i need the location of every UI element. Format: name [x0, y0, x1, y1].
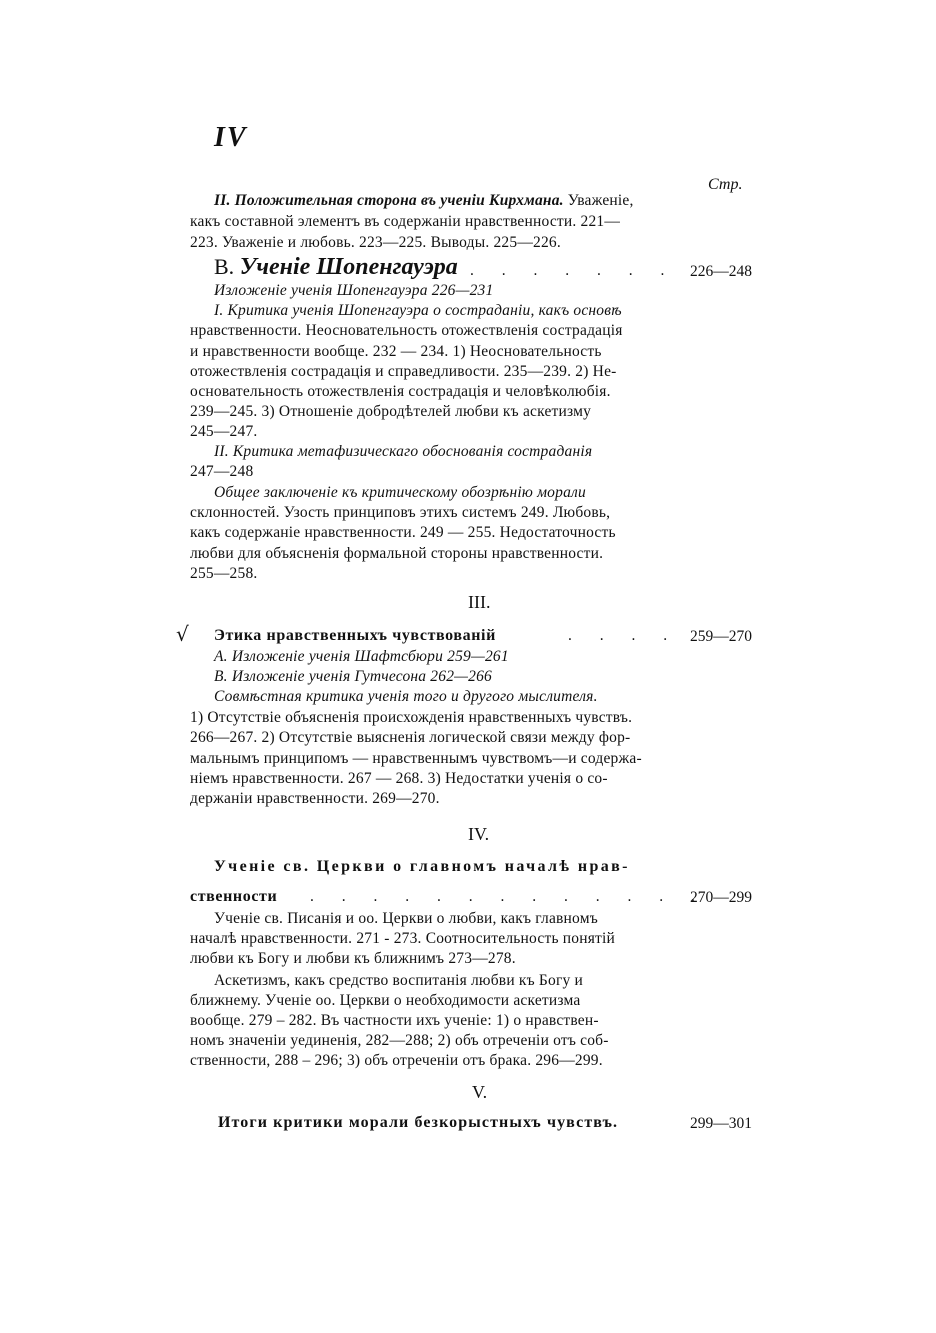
section-4-numeral: IV.: [468, 824, 490, 844]
schopenhauer-ii-line-1: II. Критика метафизическаго обоснованія состраданія: [214, 443, 593, 460]
section-4-dots: . . . . . . . . . . . . .: [310, 888, 707, 905]
schopenhauer-title: Ученіе Шопенгауэра: [239, 254, 458, 280]
section-3-critique-line-1: Совмѣстная критика ученія того и другого мыслителя.: [214, 688, 598, 705]
section-3-numeral: III.: [468, 592, 491, 612]
section-3-critique-line-2: 1) Отсутствіе объясненія происхожденія нравственныхъ чувствъ.: [190, 709, 633, 726]
conclusion-line-1: Общее заключеніе къ критическому обозрѣнію морали: [214, 484, 586, 501]
schopenhauer-crit-line-6: 239—245. 3) Отношеніе добродѣтелей любви къ аскетизму: [190, 403, 592, 420]
section-3-dots: . . . .: [568, 627, 680, 644]
section-3-a-line: А. Изложеніе ученія Шафтсбюри 259—261: [214, 648, 509, 665]
kirchmann-heading: II. Положительная сторона въ ученіи Кирхмана.: [214, 192, 564, 209]
schopenhauer-heading: [214, 254, 458, 281]
conclusion-line-2: склонностей. Узость принциповъ этихъ системъ 249. Любовь,: [190, 504, 611, 521]
schopenhauer-crit-line-5: основательность отожествленія сострадація и человѣколюбія.: [190, 383, 611, 400]
schopenhauer-crit-line-3: и нравственности вообще. 232 — 234. 1) Неосновательность: [190, 343, 602, 360]
schopenhauer-crit-line-4: отожествленія сострадація и справедливости. 235—239. 2) Не-: [190, 363, 617, 380]
section-4-title-line-2: ственности: [190, 888, 278, 905]
section-5-title: Итоги критики морали безкорыстныхъ чувствъ.: [218, 1114, 619, 1131]
schopenhauer-exposition: Изложеніе ученія Шопенгауэра 226—231: [214, 282, 494, 299]
schopenhauer-ii-line-2: 247—248: [190, 463, 254, 480]
section-4-para2-line-5: ственности, 288 – 296; 3) объ отреченіи отъ брака. 296—299.: [190, 1052, 603, 1069]
kirchmann-line-2: какъ составной элементъ въ содержаніи нравственности. 221—: [190, 213, 621, 230]
section-3-critique-line-4: мальнымъ принципомъ — нравственнымъ чувствомъ—и содержа-: [190, 750, 642, 767]
section-4-para1-line-2: началѣ нравственности. 271 - 273. Соотносительность понятій: [190, 930, 616, 947]
section-3-critique-line-6: держаніи нравственности. 269—270.: [190, 790, 440, 807]
checkmark-icon: √: [176, 622, 189, 646]
section-3-pages: 259—270: [690, 628, 752, 645]
conclusion-line-3: какъ содержаніе нравственности. 249 — 255. Недостаточность: [190, 524, 616, 541]
section-4-para1-line-3: любви къ Богу и любви къ ближнимъ 273—278.: [190, 950, 516, 967]
section-4-pages: 270—299: [690, 889, 752, 906]
kirchmann-line-1-rest: Уваженіе,: [563, 192, 634, 209]
conclusion-line-4: любви для объясненія формальной стороны нравственности.: [190, 545, 604, 562]
schopenhauer-crit-line-1: I. Критика ученія Шопенгауэра о состраданіи, какъ основѣ: [214, 302, 622, 319]
page-roman-number: IV: [214, 122, 248, 153]
section-4-title-line-1: Ученіе св. Церкви о главномъ началѣ нрав-: [214, 858, 630, 875]
section-4-para1-line-1: Ученіе св. Писанія и оо. Церкви о любви, какъ главномъ: [214, 910, 598, 927]
schopenhauer-dots: . . . . . . .: [470, 262, 677, 279]
conclusion-line-5: 255—258.: [190, 565, 258, 582]
schopenhauer-crit-line-7: 245—247.: [190, 423, 258, 440]
section-4-para2-line-2: ближнему. Ученіе оо. Церкви о необходимости аскетизма: [190, 992, 581, 1009]
section-4-para2-line-4: номъ значеніи уединенія, 282—288; 2) объ отреченіи отъ соб-: [190, 1032, 609, 1049]
section-3-title: Этика нравственныхъ чувствованій: [214, 627, 496, 644]
section-5-pages: 299—301: [690, 1115, 752, 1132]
kirchmann-line-3: 223. Уваженіе и любовь. 223—225. Выводы. 225—226.: [190, 234, 561, 251]
section-5-numeral: V.: [472, 1082, 488, 1102]
kirchmann-line-1: [214, 192, 634, 210]
schopenhauer-pages: 226—248: [690, 263, 752, 280]
section-3-critique-line-3: 266—267. 2) Отсутствіе выясненія логической связи между фор-: [190, 729, 631, 746]
page-column-label: Стр.: [708, 176, 743, 193]
schopenhauer-crit-line-2: нравственности. Неосновательность отожествленія сострадація: [190, 322, 623, 339]
section-3-b-line: В. Изложеніе ученія Гутчесона 262—266: [214, 668, 492, 685]
section-4-para2-line-3: вообще. 279 – 282. Въ частности ихъ ученіе: 1) о нравствен-: [190, 1012, 599, 1029]
schopenhauer-prefix: В.: [214, 254, 235, 279]
section-4-para2-line-1: Аскетизмъ, какъ средство воспитанія любви къ Богу и: [214, 972, 584, 989]
section-3-critique-line-5: ніемъ нравственности. 267 — 268. 3) Недостатки ученія о со-: [190, 770, 608, 787]
